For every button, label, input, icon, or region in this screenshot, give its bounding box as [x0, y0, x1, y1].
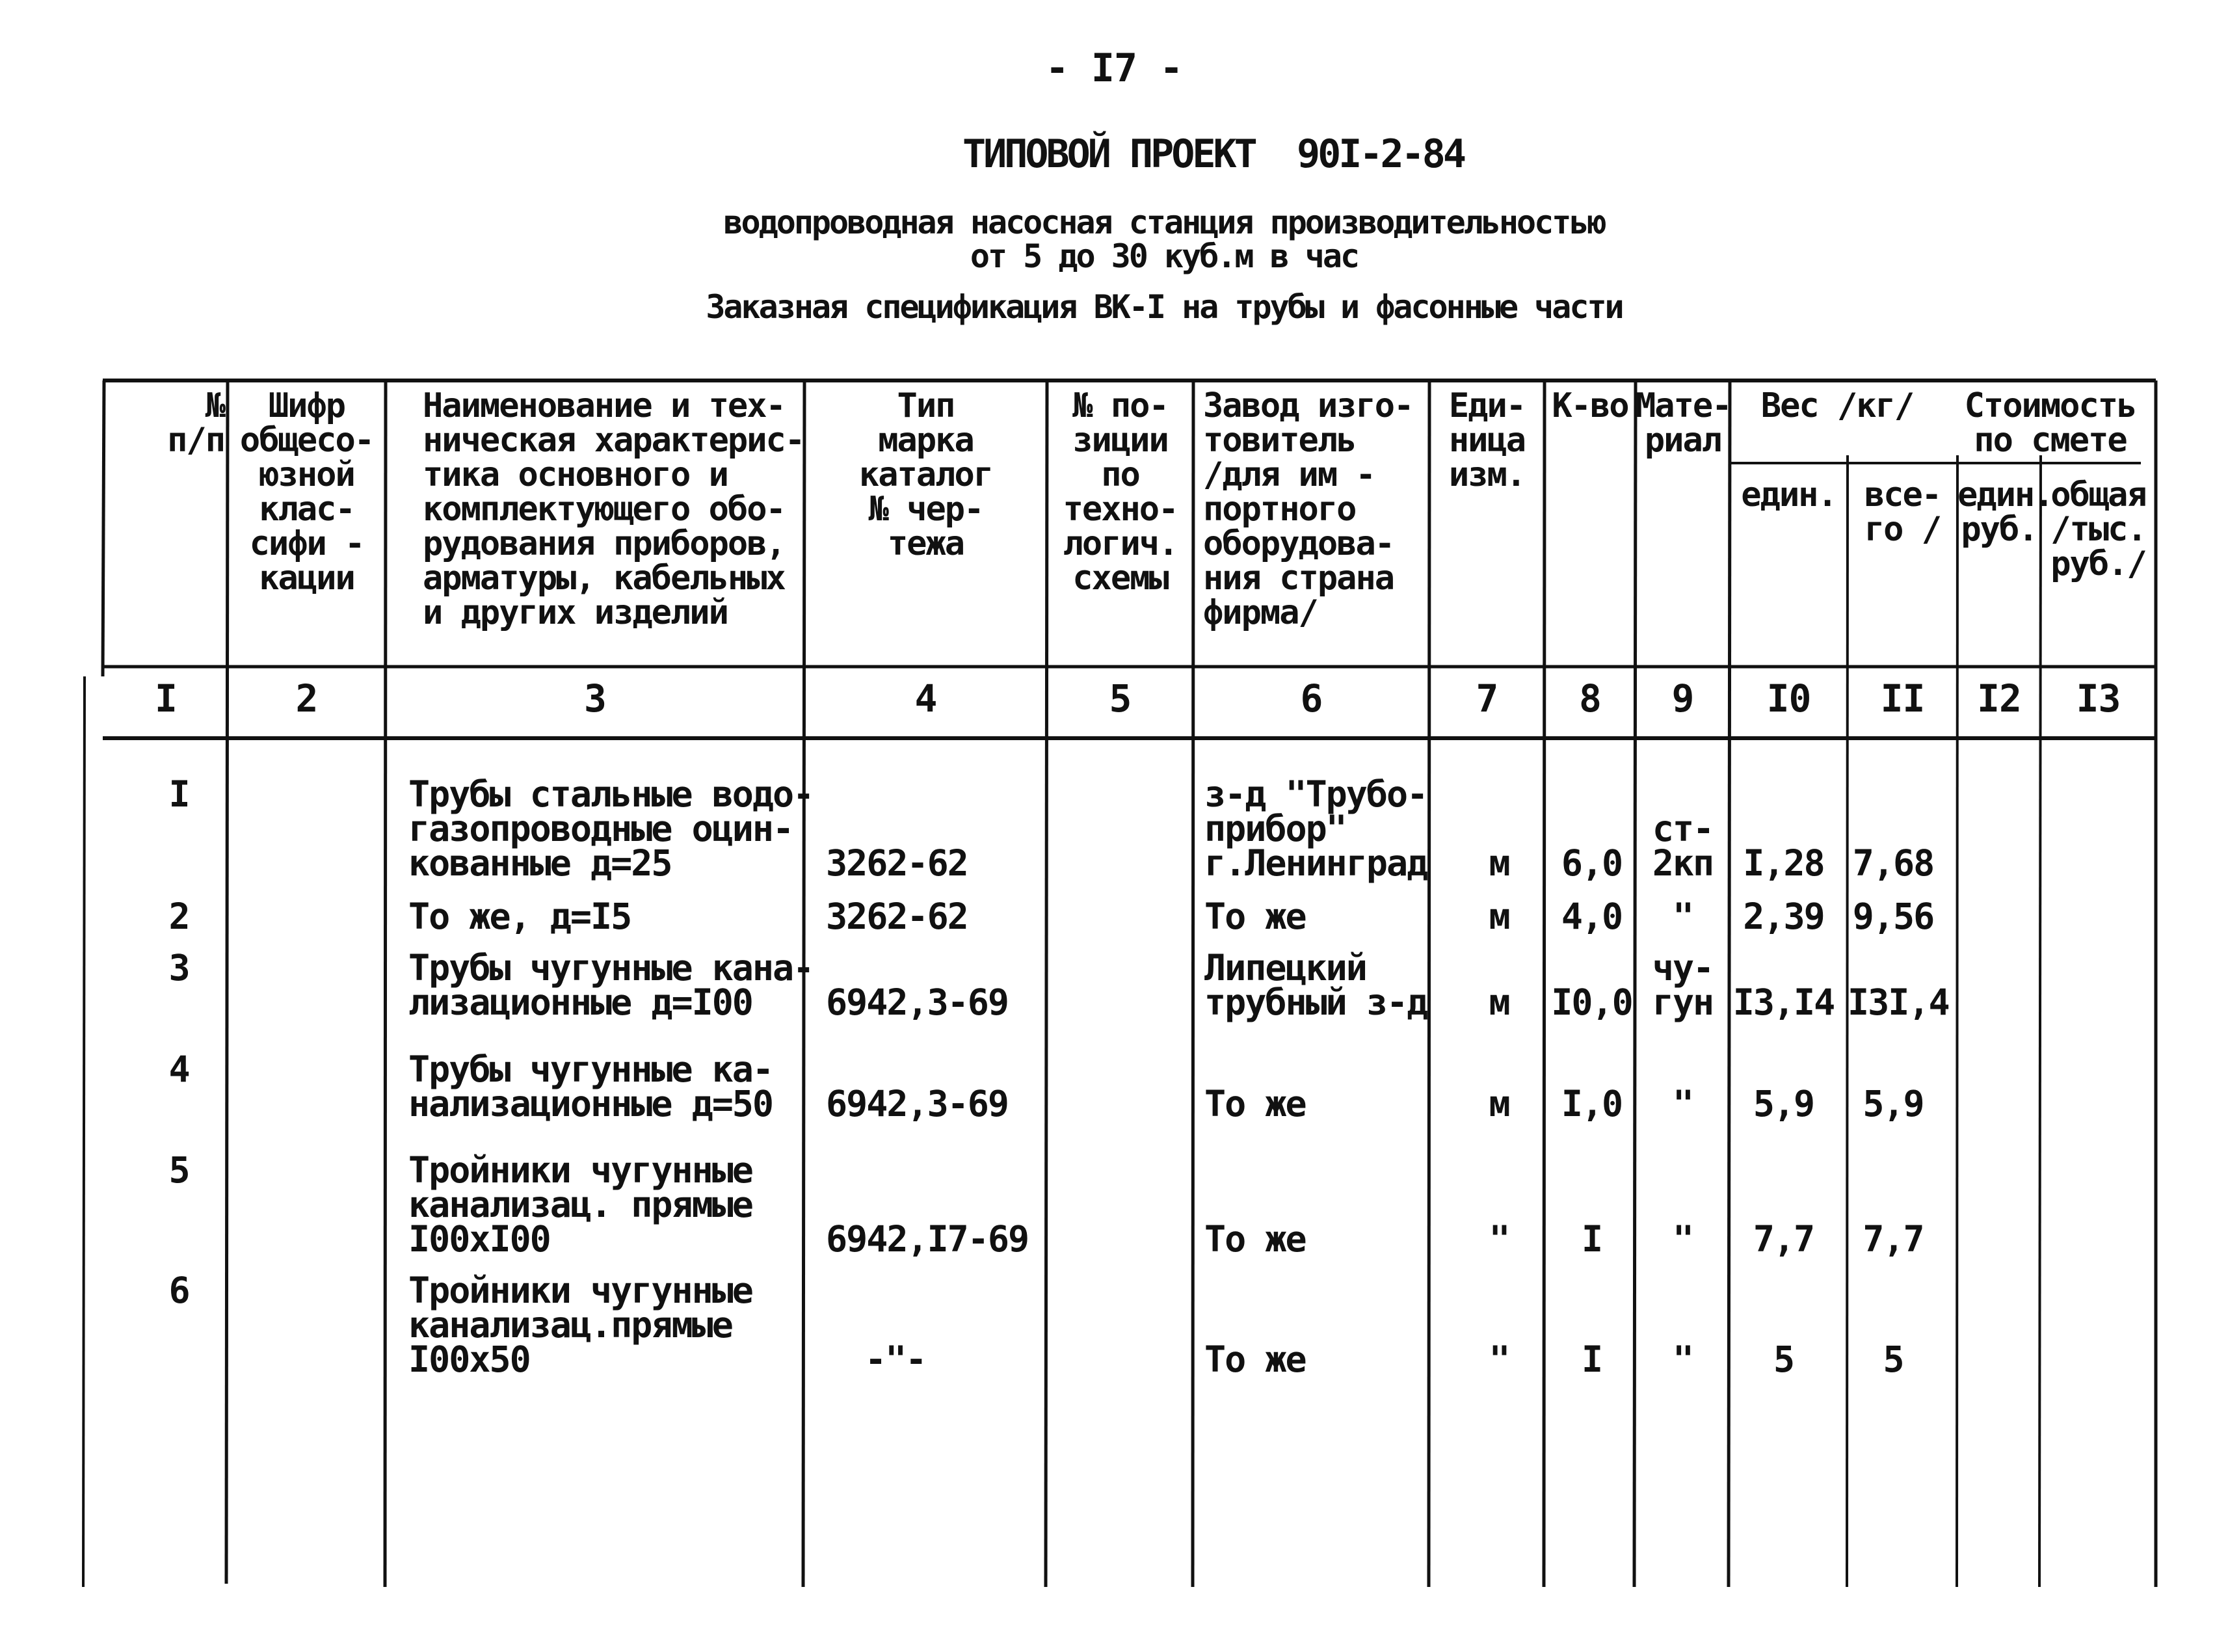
column-number: 8 [1579, 676, 1601, 721]
item-quantity: I,0 [1561, 1083, 1623, 1125]
item-weight-unit: 5,9 [1753, 1083, 1814, 1125]
column-number: 9 [1671, 676, 1694, 721]
header-cost-total: общая /тыс. руб./ [2050, 475, 2146, 583]
column-number: 6 [1300, 676, 1323, 721]
item-weight-total: 9,56 [1852, 896, 1934, 937]
row-number: 5 [168, 1149, 189, 1191]
header-material: Мате- риал [1636, 386, 1731, 460]
item-quantity: 6,0 [1561, 842, 1623, 884]
column-number: 7 [1476, 676, 1498, 721]
item-manufacturer: То же [1204, 1083, 1306, 1125]
item-type: 6942,3-69 [826, 981, 1009, 1023]
item-name: Тройники чугунные канализац. прямые I00xI00 [408, 1149, 752, 1260]
item-quantity: I [1581, 1218, 1602, 1260]
item-material: " [1672, 1339, 1693, 1380]
item-material: чу- гун [1652, 947, 1714, 1023]
header-cost-group: Стоимость по смете [1964, 386, 2136, 460]
item-weight-unit: I,28 [1743, 842, 1824, 884]
header-quantity: К-во [1552, 386, 1628, 425]
page-number: - I7 - [1045, 46, 1183, 91]
row-number: 6 [168, 1270, 189, 1311]
item-manufacturer: з-д "Трубо- прибор" г.Ленинград [1204, 773, 1427, 884]
item-type: 6942,3-69 [826, 1083, 1009, 1125]
column-number: I3 [2076, 676, 2121, 721]
item-weight-unit: 5 [1773, 1339, 1794, 1380]
column-number: I2 [1977, 676, 2021, 721]
header-type-catalog: Тип марка каталог № чер- тежа [858, 386, 993, 563]
item-unit: м [1489, 842, 1509, 884]
item-unit: м [1489, 1083, 1509, 1125]
column-number: 3 [584, 676, 606, 721]
header-unit: Еди- ница изм. [1448, 386, 1526, 494]
item-name: Трубы стальные водо- газопроводные оцин- кованные д=25 [408, 773, 814, 884]
item-weight-unit: I3,I4 [1732, 981, 1835, 1023]
item-weight-unit: 7,7 [1753, 1218, 1814, 1260]
header-weight-group: Вес /кг/ [1760, 386, 1914, 425]
header-item-name: Наименование и тех- ническая характерис- тика основного и комплектующего обо- рудования приборов, арматуры, кабельных и других изделий [423, 386, 804, 632]
item-weight-unit: 2,39 [1743, 896, 1824, 937]
item-manufacturer: То же [1204, 1339, 1306, 1380]
item-unit: м [1489, 896, 1509, 937]
item-weight-total: I3I,4 [1848, 981, 1949, 1023]
item-unit: м [1489, 981, 1509, 1023]
item-name: Тройники чугунные канализац.прямые I00x50 [408, 1270, 752, 1380]
item-name: Трубы чугунные ка- нализационные д=50 [408, 1048, 773, 1125]
item-unit: " [1489, 1218, 1509, 1260]
spec-title: Заказная спецификация ВК-I на трубы и фасонные части [706, 288, 1623, 326]
column-number: 5 [1109, 676, 1132, 721]
column-number: II [1880, 676, 1925, 721]
subtitle-line1: водопроводная насосная станция производительностью [723, 204, 1605, 241]
item-weight-total: 7,7 [1863, 1218, 1924, 1260]
column-number: I0 [1766, 676, 1811, 721]
row-number: I [168, 773, 189, 815]
header-cost-unit: един. руб. [1957, 475, 2053, 549]
item-quantity: I [1581, 1339, 1602, 1380]
item-name: То же, д=I5 [408, 896, 631, 937]
item-material: " [1672, 1083, 1693, 1125]
header-position: № по- зиции по техно- логич. схемы [1063, 386, 1178, 598]
item-manufacturer: Липецкий трубный з-д [1204, 947, 1427, 1023]
column-number: 2 [295, 676, 318, 721]
row-number: 2 [168, 896, 189, 937]
subtitle-line2: от 5 до 30 куб.м в час [970, 237, 1359, 275]
item-quantity: I0,0 [1551, 981, 1632, 1023]
item-material: ст- 2кп [1652, 808, 1714, 884]
row-number: 3 [168, 947, 189, 989]
column-number: 4 [914, 676, 937, 721]
project-title: ТИПОВОЙ ПРОЕКТ 90I-2-84 [962, 131, 1464, 177]
header-manufacturer: Завод изго- товитель /для им - портного оборудова- ния страна фирма/ [1203, 386, 1413, 632]
item-weight-total: 7,68 [1852, 842, 1934, 884]
header-classification-code: Шифр общесо- юзной клас- сифи - кации [239, 386, 374, 598]
item-material: " [1672, 896, 1693, 937]
header-weight-total: все- го / [1864, 475, 1941, 549]
item-weight-total: 5,9 [1863, 1083, 1924, 1125]
item-manufacturer: То же [1204, 896, 1306, 937]
item-type: -"- [865, 1339, 926, 1380]
item-unit: " [1489, 1339, 1509, 1380]
header-weight-unit: един. [1741, 475, 1837, 514]
item-type: 3262-62 [826, 842, 968, 884]
header-row-number: № п/п [167, 386, 224, 460]
item-weight-total: 5 [1883, 1339, 1903, 1380]
item-quantity: 4,0 [1561, 896, 1623, 937]
item-type: 6942,I7-69 [826, 1218, 1029, 1260]
item-type: 3262-62 [826, 896, 968, 937]
column-number: I [155, 676, 177, 721]
item-name: Трубы чугунные кана- лизационные д=I00 [408, 947, 814, 1023]
item-material: " [1672, 1218, 1693, 1260]
row-number: 4 [168, 1048, 189, 1090]
item-manufacturer: То же [1204, 1218, 1306, 1260]
